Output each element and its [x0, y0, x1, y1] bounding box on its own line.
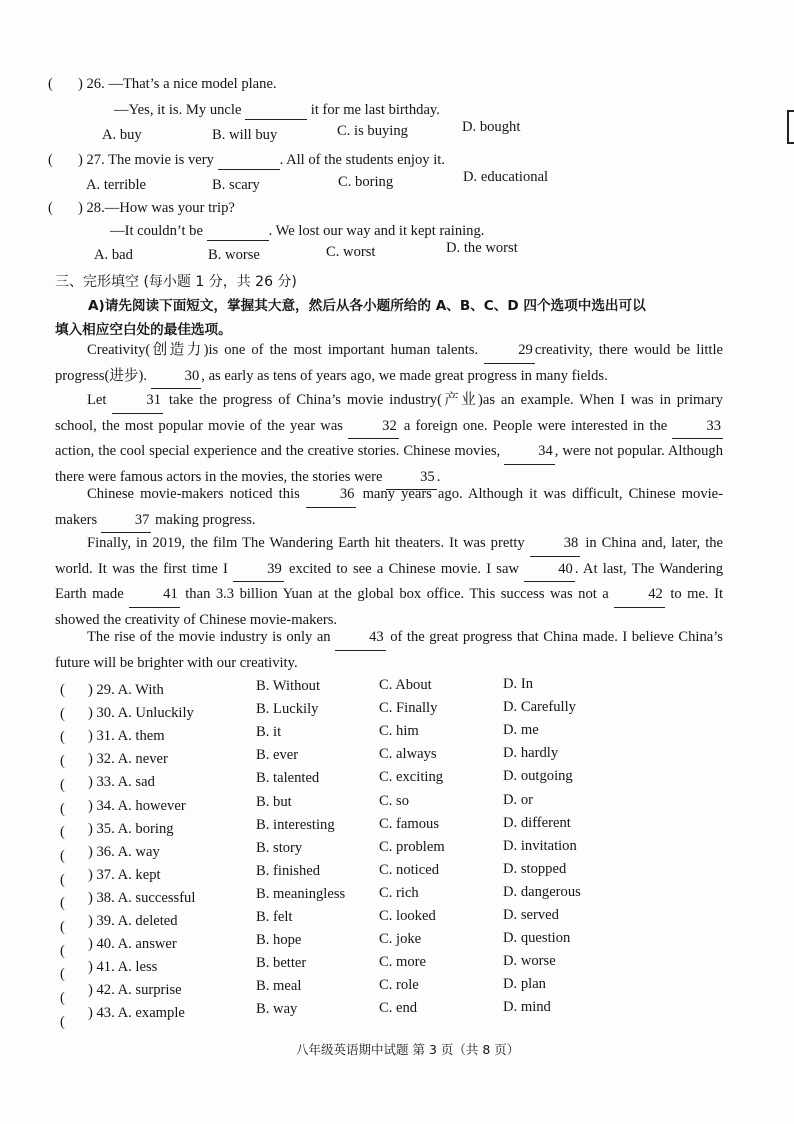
passage-paragraph-5: The rise of the movie industry is only an 43 of the great progress that China made. I believe China’s future will be brighter with our creativity. — [55, 625, 723, 675]
choice-option-b[interactable]: B. it — [256, 724, 282, 741]
choice-option-b[interactable]: B. way — [256, 1001, 298, 1018]
choice-option-b[interactable]: B. meal — [256, 978, 302, 995]
option-c[interactable]: C. boring — [338, 174, 394, 190]
blank-29[interactable]: 29 — [484, 338, 535, 364]
choice-row-a[interactable]: ) 40. A. answer — [88, 936, 177, 953]
section-heading: 三、完形填空 (每小题 1 分，共 26 分) — [55, 274, 297, 290]
answer-paren[interactable]: ( — [60, 682, 65, 698]
choice-option-c[interactable]: C. so — [379, 792, 410, 809]
choice-row-a[interactable]: ) 32. A. never — [88, 751, 168, 768]
answer-paren[interactable]: ( — [60, 966, 65, 983]
choice-option-c[interactable]: C. looked — [379, 908, 436, 924]
answer-paren[interactable]: ( — [60, 847, 65, 864]
choice-option-d[interactable]: D. In — [503, 676, 533, 692]
option-d[interactable]: D. the worst — [446, 240, 518, 256]
answer-paren[interactable]: ( — [60, 990, 65, 1007]
choice-row-a[interactable]: ) 34. A. however — [88, 797, 186, 814]
choice-option-c[interactable]: C. him — [379, 723, 419, 740]
choice-option-c[interactable]: C. joke — [379, 931, 422, 948]
choice-option-d[interactable]: D. me — [503, 722, 539, 739]
answer-blank[interactable] — [218, 152, 280, 170]
answer-paren[interactable]: ( — [60, 942, 65, 959]
choice-option-c[interactable]: C. About — [379, 677, 432, 693]
choice-option-b[interactable]: B. talented — [256, 770, 320, 787]
blank-30[interactable]: 30 — [151, 364, 202, 390]
choice-row-a[interactable]: ) 30. A. Unluckily — [88, 705, 194, 722]
option-d[interactable]: D. bought — [462, 119, 521, 135]
choice-option-d[interactable]: D. stopped — [503, 860, 567, 877]
choice-option-d[interactable]: D. question — [503, 930, 571, 947]
choice-option-c[interactable]: C. exciting — [379, 769, 444, 786]
option-a[interactable]: A. bad — [94, 247, 133, 263]
choice-option-b[interactable]: B. finished — [256, 862, 321, 879]
choice-option-b[interactable]: B. better — [256, 955, 307, 972]
option-d[interactable]: D. educational — [463, 169, 549, 185]
blank-40[interactable]: 40 — [524, 557, 575, 583]
choice-option-b[interactable]: B. hope — [256, 932, 302, 949]
choice-row-a[interactable]: ) 42. A. surprise — [88, 982, 182, 999]
option-b[interactable]: B. worse — [208, 247, 260, 263]
choice-option-c[interactable]: C. problem — [379, 838, 445, 855]
choice-row-a[interactable]: ) 38. A. successful — [88, 889, 196, 906]
blank-36[interactable]: 36 — [306, 482, 357, 508]
blank-32[interactable]: 32 — [348, 414, 399, 440]
choice-option-b[interactable]: B. felt — [256, 909, 293, 925]
choice-option-c[interactable]: C. famous — [379, 815, 439, 832]
passage-paragraph-4: Finally, in 2019, the film The Wandering Earth hit theaters. It was pretty 38 in China and, later, the world. It was the first time I 39 excited to see a Chinese movie. I saw 40 . At last, The Wandering Earth made 41 than 3.3 billion Yuan at the global box office. This success was not a 42 to me. It showed the creativity of Chinese movie-makers. — [55, 531, 723, 632]
choice-option-d[interactable]: D. or — [503, 791, 533, 808]
option-b[interactable]: B. will buy — [212, 127, 278, 143]
answer-paren[interactable]: ( — [60, 824, 65, 841]
blank-34[interactable]: 34 — [504, 439, 555, 465]
passage-paragraph-2: Let 31 take the progress of China’s movie industry(产业)as an example. When I was in primary school, the most popular movie of the year was 32 a foreign one. People were interested in the 33 action, the cool special experience and the creative stories. Chinese movies, 34 , were not popular. Although there were famous actors in the movies, the stories were 35 . — [55, 388, 723, 490]
page-footer: 八年级英语期中试题 第 3 页（共 8 页） — [296, 1042, 520, 1057]
blank-35[interactable]: 35 — [386, 465, 437, 491]
choice-option-d[interactable]: D. mind — [503, 999, 551, 1016]
option-c[interactable]: C. is buying — [337, 123, 408, 139]
choice-option-d[interactable]: D. plan — [503, 976, 546, 993]
question-27-stem: ( ) 27. The movie is very . All of the students enjoy it. — [48, 152, 445, 168]
choice-option-c[interactable]: C. role — [379, 977, 419, 994]
answer-paren[interactable]: ( — [60, 895, 65, 912]
answer-paren[interactable]: ( — [48, 152, 53, 168]
choice-option-d[interactable]: D. hardly — [503, 745, 559, 762]
answer-paren[interactable]: ( — [60, 871, 65, 888]
blank-43[interactable]: 43 — [335, 625, 386, 651]
choice-row-a[interactable]: ) 41. A. less — [88, 959, 158, 976]
choice-row-a[interactable]: ) 43. A. example — [88, 1005, 185, 1022]
option-a[interactable]: A. terrible — [86, 177, 146, 193]
choice-option-d[interactable]: D. invitation — [503, 837, 577, 854]
choice-row-a[interactable]: ) 31. A. them — [88, 728, 165, 745]
choice-option-c[interactable]: C. always — [379, 746, 437, 763]
answer-paren[interactable]: ( — [48, 200, 53, 216]
page-edge-bracket — [787, 110, 794, 144]
choice-option-c[interactable]: C. noticed — [379, 861, 439, 878]
choice-option-b[interactable]: B. meaningless — [256, 885, 346, 902]
choice-option-b[interactable]: B. ever — [256, 747, 299, 764]
answer-blank[interactable] — [245, 102, 307, 120]
blank-39[interactable]: 39 — [233, 557, 284, 583]
choice-row-a[interactable]: ) 39. A. deleted — [88, 913, 178, 929]
choice-option-c[interactable]: C. end — [379, 1000, 418, 1017]
choice-option-d[interactable]: D. different — [503, 814, 571, 831]
answer-paren[interactable]: ( — [48, 76, 53, 92]
choice-option-b[interactable]: B. interesting — [256, 816, 335, 833]
question-26-stem: ( ) 26. —That’s a nice model plane. — [48, 76, 277, 92]
answer-paren[interactable]: ( — [60, 729, 65, 746]
blank-33[interactable]: 33 — [672, 414, 723, 440]
choice-option-d[interactable]: D. served — [503, 907, 559, 923]
option-a[interactable]: A. buy — [102, 127, 142, 143]
choice-option-b[interactable]: B. Luckily — [256, 701, 319, 718]
blank-42[interactable]: 42 — [614, 582, 665, 608]
blank-41[interactable]: 41 — [129, 582, 180, 608]
choice-option-d[interactable]: D. dangerous — [503, 883, 581, 900]
answer-blank[interactable] — [207, 223, 269, 241]
answer-paren[interactable]: ( — [60, 705, 65, 722]
section-instruction: A)请先阅读下面短文，掌握其大意，然后从各小题所给的 A、B、C、D 四个选项中选出可以 — [88, 298, 646, 314]
answer-paren[interactable]: ( — [60, 753, 65, 770]
answer-paren[interactable]: ( — [60, 776, 65, 793]
question-26-dialogue: —Yes, it is. My uncle it for me last birthday. — [114, 102, 440, 118]
choice-option-c[interactable]: C. Finally — [379, 700, 438, 717]
choice-row-a[interactable]: ) 36. A. way — [88, 843, 160, 860]
section-instruction-continued: 填入相应空白处的最佳选项。 — [55, 322, 232, 338]
question-28-dialogue: —It couldn’t be . We lost our way and it kept raining. — [110, 223, 485, 239]
blank-38[interactable]: 38 — [530, 531, 581, 557]
option-c[interactable]: C. worst — [326, 244, 376, 260]
choice-row-a[interactable]: ) 35. A. boring — [88, 820, 174, 837]
choice-option-b[interactable]: B. Without — [256, 678, 321, 694]
choice-option-d[interactable]: D. worse — [503, 953, 556, 970]
choice-option-b[interactable]: B. but — [256, 793, 292, 810]
passage-paragraph-3: Chinese movie-makers noticed this 36 many years ago. Although it was difficult, Chinese movie-makers 37 making progress. — [55, 482, 723, 533]
answer-paren[interactable]: ( — [60, 1013, 65, 1030]
choice-option-b[interactable]: B. story — [256, 839, 303, 856]
answer-paren[interactable]: ( — [60, 800, 65, 817]
choice-row-a[interactable]: ) 37. A. kept — [88, 866, 161, 883]
choice-option-c[interactable]: C. more — [379, 954, 427, 971]
blank-31[interactable]: 31 — [112, 388, 163, 414]
choice-row-a[interactable]: ) 29. A. With — [88, 682, 164, 698]
choice-row-a[interactable]: ) 33. A. sad — [88, 774, 155, 791]
blank-37[interactable]: 37 — [101, 508, 152, 534]
choice-option-c[interactable]: C. rich — [379, 884, 419, 901]
passage-paragraph-1: Creativity(创造力)is one of the most important human talents. 29 creativity, there would be little progress(进步). 30 , as early as tens of years ago, we made great progress in many fields. — [55, 338, 723, 389]
option-b[interactable]: B. scary — [212, 177, 260, 193]
choice-option-d[interactable]: D. outgoing — [503, 768, 573, 785]
choice-option-d[interactable]: D. Carefully — [503, 699, 576, 716]
question-28-stem: ( ) 28.—How was your trip? — [48, 200, 235, 216]
answer-paren[interactable]: ( — [60, 919, 65, 935]
